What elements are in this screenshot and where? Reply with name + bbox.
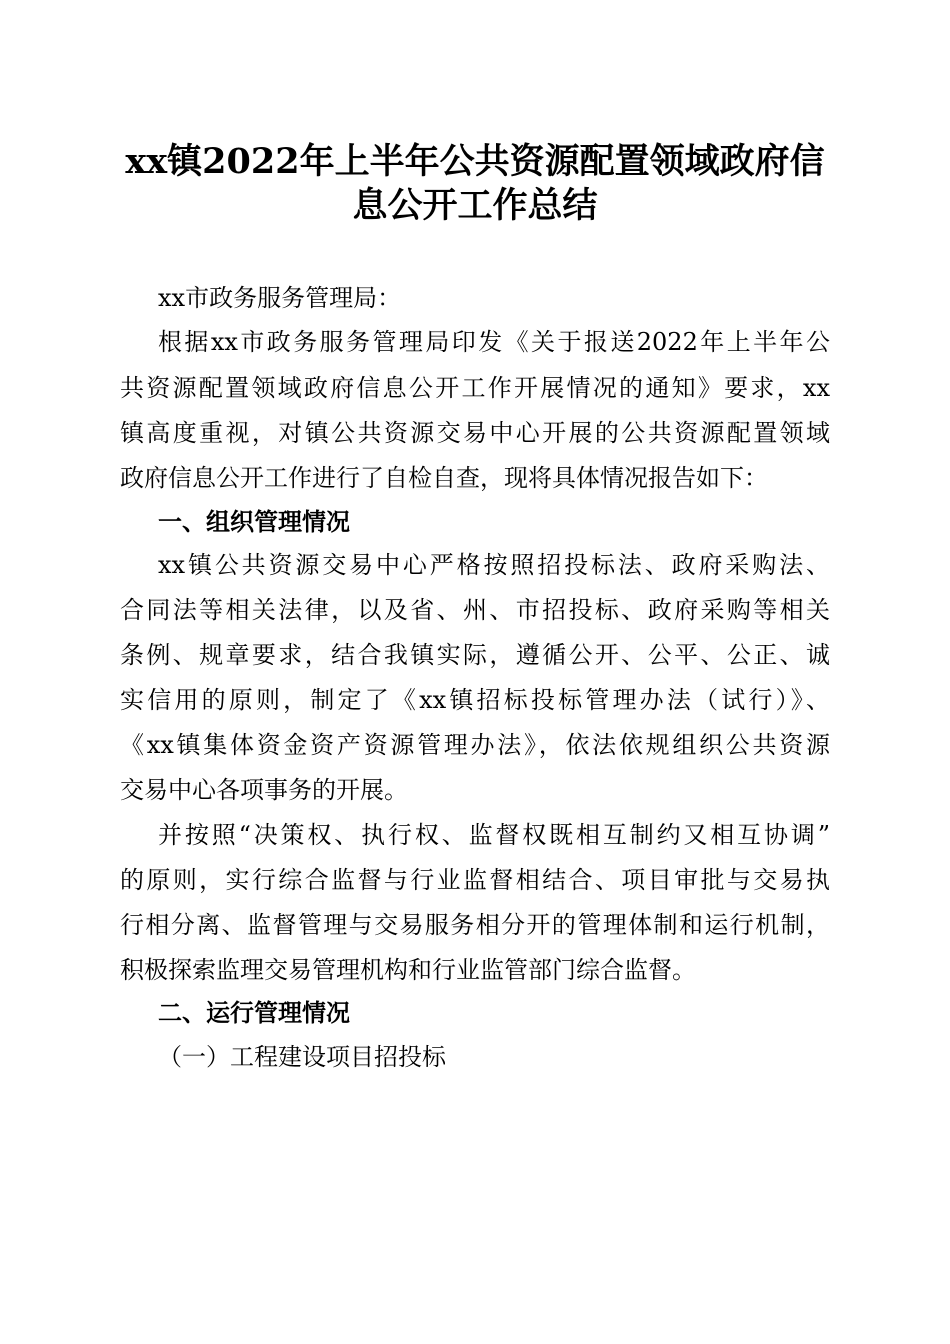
section1-para1-line: 合同法等相关法律，以及省、州、市招投标、政府采购等相关 [120, 596, 830, 624]
subsection-heading-engineering: （一）工程建设项目招投标 [158, 1043, 446, 1071]
section1-para1-line: 条例、规章要求，结合我镇实际，遵循公开、公平、公正、诚 [120, 641, 830, 669]
section-heading-operation: 二、运行管理情况 [158, 999, 350, 1027]
intro-line: 共资源配置领域政府信息公开工作开展情况的通知》要求，xx [120, 374, 830, 402]
section1-para2-line: 行相分离、监督管理与交易服务相分开的管理体制和运行机制， [120, 911, 830, 939]
section1-para2-line: 的原则，实行综合监督与行业监督相结合、项目审批与交易执 [120, 866, 830, 894]
section1-para2-line: 并按照“决策权、执行权、监督权既相互制约又相互协调” [158, 821, 830, 849]
intro-line: 政府信息公开工作进行了自检自查，现将具体情况报告如下： [120, 464, 768, 492]
section1-para1-line: xx镇公共资源交易中心严格按照招投标法、政府采购法、 [158, 551, 830, 579]
section-heading-organization: 一、组织管理情况 [158, 508, 350, 536]
section1-para1-line: 交易中心各项事务的开展。 [120, 776, 408, 804]
salutation: xx市政务服务管理局： [158, 284, 402, 312]
document-title-line-1: xx镇2022年上半年公共资源配置领域政府信 [125, 141, 825, 182]
section1-para1-line: 实信用的原则，制定了《xx镇招标投标管理办法（试行）》、 [120, 686, 830, 714]
intro-line: 根据xx市政务服务管理局印发《关于报送2022年上半年公 [158, 328, 830, 356]
section1-para2-line: 积极探索监理交易管理机构和行业监管部门综合监督。 [120, 956, 696, 984]
document-title-line-2: 息公开工作总结 [352, 185, 598, 226]
intro-line: 镇高度重视，对镇公共资源交易中心开展的公共资源配置领域 [120, 419, 830, 447]
section1-para1-line: 《xx镇集体资金资产资源管理办法》，依法依规组织公共资源 [120, 731, 830, 759]
